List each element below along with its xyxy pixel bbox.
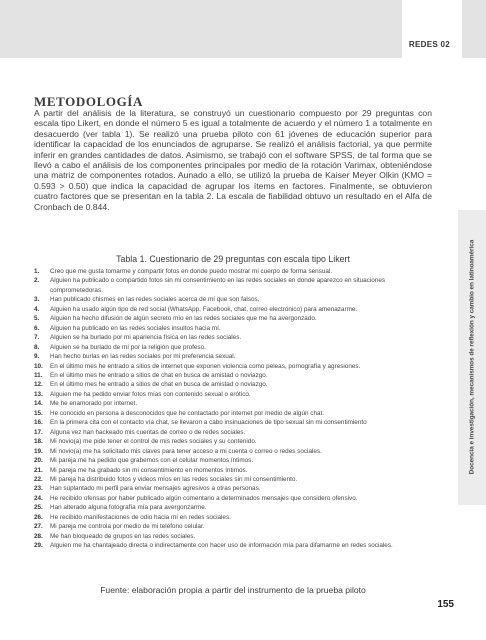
list-item: [34, 399, 434, 408]
list-item: [34, 428, 434, 437]
list-item: [34, 324, 434, 333]
page-number: 155: [437, 599, 454, 610]
item-number: 11.: [34, 371, 43, 379]
table-caption: Tabla 1. Cuestionario de 29 preguntas con escala tipo Likert: [116, 254, 350, 264]
item-text: En la primera cita con el contacto vía chat, se llevaron a cabo insinuaciones de tipo sexual sin mi consentimiento: [50, 419, 367, 427]
item-number: 13.: [34, 390, 43, 398]
item-text: Creo que me gusta tomarme y compartir fotos en donde puedo mostrar mi cuerpo de forma sensual.: [50, 268, 333, 275]
item-number: 9.: [34, 353, 40, 361]
item-text: Mi pareja me ha pedido que grabemos con el celular momentos íntimos.: [50, 457, 254, 465]
item-number: 21.: [34, 466, 43, 474]
list-item: [34, 437, 434, 446]
item-number: 1.: [34, 268, 40, 275]
item-number: 14.: [34, 400, 43, 408]
item-text: Han alterado alguna fotografía mía para avergonzarme.: [50, 504, 207, 512]
list-item: [34, 541, 434, 550]
item-number: 17.: [34, 428, 43, 436]
item-text: En el último mes he entrado a sitios de internet que exponen violencia como peleas, pornografía y agresiones.: [50, 362, 361, 370]
item-number: 27.: [34, 523, 43, 531]
item-number: 24.: [34, 494, 43, 502]
item-text: He recibido manifestaciones de odio hacia mí en redes sociales.: [50, 513, 231, 521]
item-number: 2.: [34, 277, 40, 285]
list-item: [34, 466, 434, 475]
item-text: Alguien ha publicado o compartido fotos sin mi consentimiento en las redes sociales en donde aparezco en situaciones comprometedoras.: [50, 277, 386, 294]
list-item: [34, 447, 434, 456]
item-text: Han hecho burlas en las redes sociales por mi preferencia sexual.: [50, 353, 236, 361]
item-text: Alguien ha usado algún tipo de red social (WhatsApp, Facebook, chat, correo electrónico) para amenazarme.: [50, 305, 358, 313]
item-text: Alguien ha publicado en las redes sociales insultos hacia mí.: [50, 324, 221, 332]
list-item: [34, 276, 434, 295]
table-source: Fuente: elaboración propia a partir del instrumento de la prueba piloto: [100, 585, 366, 595]
section-title: METODOLOGÍA: [34, 94, 143, 109]
item-number: 15.: [34, 409, 43, 417]
list-item: [34, 503, 434, 512]
item-text: Han suplantado mi perfil para enviar mensajes agresivos a otras personas.: [50, 485, 261, 493]
item-text: Alguna vez han hackeado mis cuentas de correo o de redes sociales.: [50, 428, 246, 436]
list-item: [34, 513, 434, 522]
item-text: Mi pareja me controla por medio de mi teléfono celular.: [50, 523, 205, 531]
item-number: 5.: [34, 315, 40, 323]
list-item: [34, 314, 434, 323]
list-item: [34, 475, 434, 484]
intro-paragraph: A partir del análisis de la literatura, se construyó un cuestionario compuesto por 29 preguntas con escala tipo Likert, en donde el número 5 es igual a totalmente de acuerdo y el número 1 a totalmente en desacuerdo (ver tabla 1). Se realizó una prueba piloto con 61 jóvenes de educación superior para identificar la capacidad de los enunciados de agruparse. Se realizó el análisis factorial, ya que permite inferir en grandes cantidades de datos. Asimismo, se trabajó con el software SPSS, de tal forma que se llevó a cabo el análisis de los componentes principales por medio de la rotación Varimax, obteniéndose una matriz de componentes rotados. Aunado a ello, se utilizó la prueba de Kaiser Meyer Olkin (KMO = 0.593 > 0.50) que indica la capacidad de agrupar los ítems en factores. Finalmente, se obtuvieron cuatro factores que se presentan en la tabla 2. La escala de fiabilidad obtuvo un resultado en el Alfa de Cronbach de 0.844.: [34, 108, 432, 212]
item-text: Alguien se ha burlado de mí por la religión que profeso.: [50, 343, 206, 351]
list-item: [34, 418, 434, 427]
item-text: Han publicado chismes en las redes sociales acerca de mí que son falsos.: [50, 296, 260, 304]
side-running-title: Docencia e investigación, mecanismos de reflexión y cambio en latinoamérica: [468, 239, 476, 475]
item-number: 19.: [34, 447, 43, 455]
item-number: 7.: [34, 334, 40, 342]
item-text: Mi pareja ha distribuido fotos y videos míos en las redes sociales sin mi consentimiento.: [50, 475, 298, 483]
item-text: Mi novio(a) me ha solicitado mis claves para tener acceso a mi cuenta o correo o redes sociales.: [50, 447, 322, 455]
item-text: Me he enamorado por internet.: [50, 400, 138, 408]
item-number: 25.: [34, 504, 43, 512]
list-item: [34, 305, 434, 314]
list-item: [34, 371, 434, 380]
item-text: Alguien me ha chantajeado directa o indirectamente con hacer uso de información mía para difamarme en redes sociales.: [50, 542, 393, 550]
item-text: En el último mes he entrado a sitios de chat en busca de amistad o noviazgo.: [50, 381, 268, 389]
item-number: 3.: [34, 296, 40, 304]
item-number: 22.: [34, 475, 43, 483]
item-number: 20.: [34, 457, 43, 465]
list-item: [34, 409, 434, 418]
item-text: He recibido ofensas por haber publicado algún comentario a determinados mensajes que considero ofensivo.: [50, 494, 358, 502]
list-item: [34, 522, 434, 531]
list-item: [34, 456, 434, 465]
item-number: 26.: [34, 513, 43, 521]
item-text: Me han bloqueado de grupos en las redes sociales.: [50, 532, 196, 540]
item-number: 23.: [34, 485, 43, 493]
list-item: [34, 390, 434, 399]
header-tab: [402, 0, 462, 58]
item-text: Alguien me ha pedido enviar fotos mías con contenido sexual o erótico.: [50, 390, 251, 398]
list-item: [34, 343, 434, 352]
running-header: REDES 02: [408, 40, 450, 49]
item-number: 28.: [34, 532, 43, 540]
item-number: 4.: [34, 305, 40, 313]
list-item: [34, 295, 434, 304]
item-number: 6.: [34, 324, 40, 332]
list-item: [34, 352, 434, 361]
item-number: 12.: [34, 381, 43, 389]
item-text: He conocido en persona a desconocidos que he contactado por internet por medio de algún chat.: [50, 409, 325, 417]
item-text: En el último mes he entrado a sitios de chat en busca de amistad o noviazgo.: [50, 371, 268, 379]
list-item: [34, 532, 434, 541]
item-number: 29.: [34, 542, 43, 550]
item-number: 18.: [34, 438, 43, 446]
item-text: Alguien se ha burlado por mi apariencia física en las redes sociales.: [50, 334, 242, 342]
item-number: 8.: [34, 343, 40, 351]
questionnaire-list: [34, 267, 434, 551]
list-item: [34, 380, 434, 389]
item-number: 10.: [34, 362, 43, 370]
list-item: [34, 494, 434, 503]
list-item: [34, 362, 434, 371]
item-number: 16.: [34, 419, 43, 427]
list-item: [34, 333, 434, 342]
item-text: Mi pareja me ha grabado sin mi consentimiento en momentos íntimos.: [50, 466, 248, 474]
item-text: Alguien ha hecho difusión de algún secreto mío en las redes sociales que me ha avergonzado.: [50, 315, 317, 323]
item-text: Mi novio(a) me pide tener el control de mis redes sociales y su contenido.: [50, 438, 257, 446]
list-item: [34, 267, 434, 276]
list-item: [34, 484, 434, 493]
